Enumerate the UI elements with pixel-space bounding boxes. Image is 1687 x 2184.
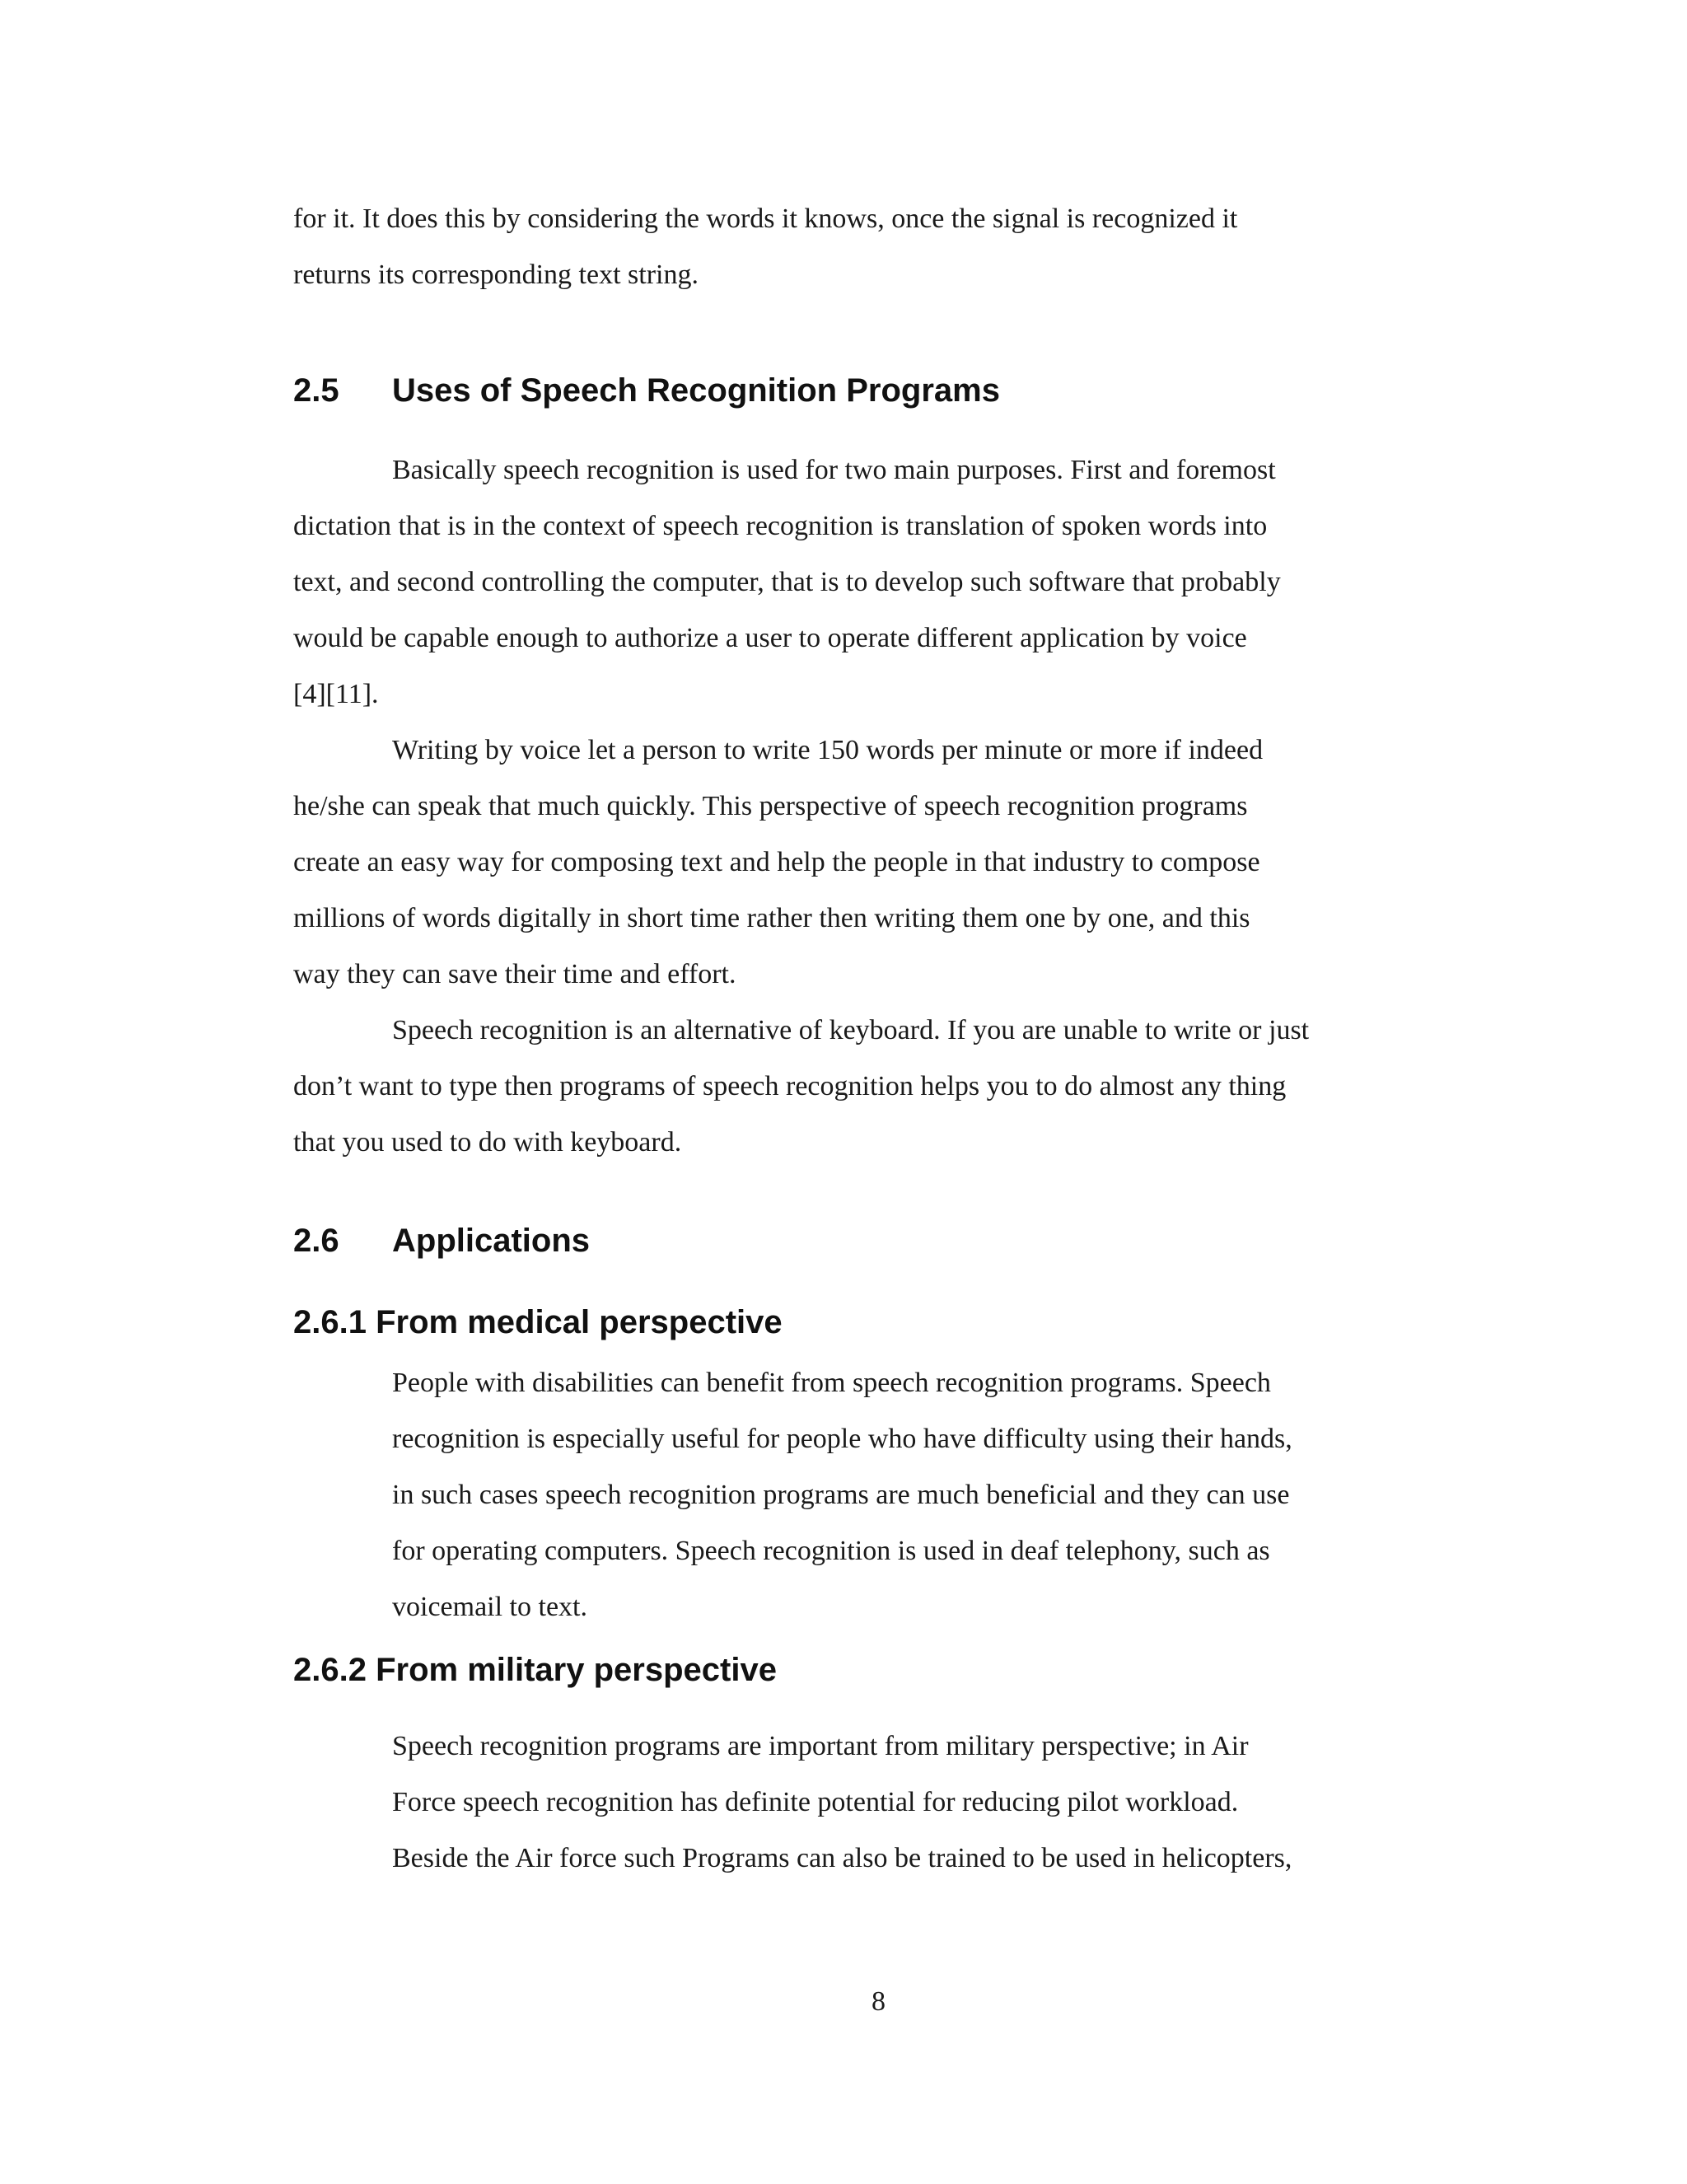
para1-line-3: text, and second controlling the computer, that is to develop such software that probably	[293, 567, 1281, 597]
para1-line-1: Basically speech recognition is used for two main purposes. First and foremost	[392, 455, 1276, 485]
page-number: 8	[872, 1986, 886, 2017]
intro-line-1: for it. It does this by considering the words it knows, once the signal is recognized it	[293, 203, 1238, 234]
military-line-2: Force speech recognition has definite potential for reducing pilot workload.	[392, 1787, 1239, 1817]
para1-line-4: would be capable enough to authorize a user to operate different application by voice	[293, 623, 1247, 653]
section-2-6-number: 2.6	[293, 1223, 339, 1259]
section-2-5-title: Uses of Speech Recognition Programs	[392, 372, 1000, 409]
para3-line-3: that you used to do with keyboard.	[293, 1127, 682, 1157]
section-2-6-heading	[293, 1221, 591, 1260]
section-2-6-1-heading: 2.6.1 From medical perspective	[293, 1304, 783, 1340]
medical-line-3: in such cases speech recognition programs are much beneficial and they can use	[392, 1480, 1290, 1510]
para2-line-5: way they can save their time and effort.	[293, 959, 736, 989]
medical-line-5: voicemail to text.	[392, 1592, 587, 1622]
section-2-5-heading	[293, 371, 1000, 410]
medical-line-2: recognition is especially useful for people who have difficulty using their hands,	[392, 1424, 1292, 1454]
medical-line-4: for operating computers. Speech recognition is used in deaf telephony, such as	[392, 1536, 1270, 1566]
para3-line-2: don’t want to type then programs of speech recognition helps you to do almost any thing	[293, 1071, 1287, 1101]
medical-line-1: People with disabilities can benefit from speech recognition programs. Speech	[392, 1368, 1271, 1398]
section-2-6-title: Applications	[392, 1223, 591, 1259]
intro-line-2: returns its corresponding text string.	[293, 260, 699, 290]
military-line-1: Speech recognition programs are important from military perspective; in Air	[392, 1731, 1249, 1761]
para1-line-2: dictation that is in the context of speech recognition is translation of spoken words into	[293, 511, 1268, 541]
section-2-6-2-heading: 2.6.2 From military perspective	[293, 1652, 777, 1688]
military-line-3: Beside the Air force such Programs can also be trained to be used in helicopters,	[392, 1843, 1292, 1873]
para1-line-5: [4][11].	[293, 679, 379, 709]
para3-line-1: Speech recognition is an alternative of keyboard. If you are unable to write or just	[392, 1015, 1310, 1045]
para2-line-3: create an easy way for composing text and help the people in that industry to compose	[293, 847, 1260, 877]
para2-line-2: he/she can speak that much quickly. This perspective of speech recognition programs	[293, 791, 1248, 821]
para2-line-1: Writing by voice let a person to write 150 words per minute or more if indeed	[392, 735, 1264, 765]
section-2-5-number: 2.5	[293, 372, 339, 409]
para2-line-4: millions of words digitally in short time rather then writing them one by one, and this	[293, 903, 1250, 933]
